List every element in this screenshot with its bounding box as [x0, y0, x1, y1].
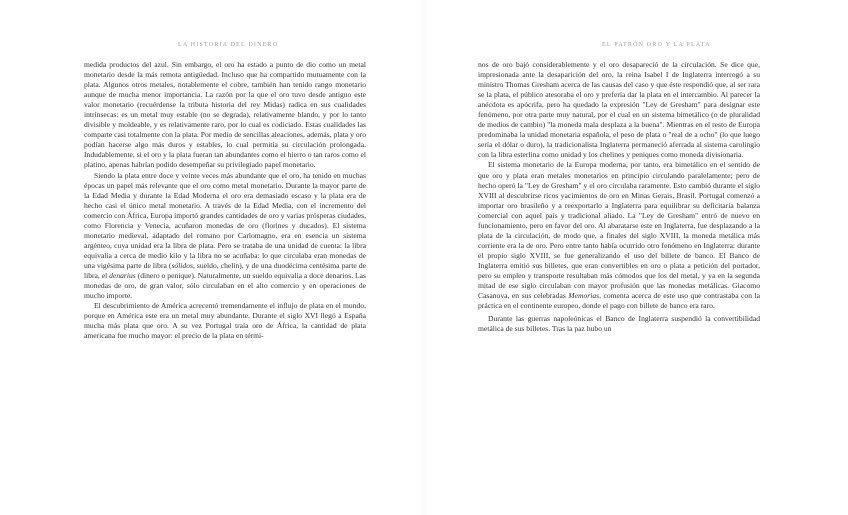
right-p2-italic-memorias: Memorias: [568, 291, 600, 301]
left-p2-text-a: Siendo la plata entre doce y veinte veces más abundante que el oro, ha tenido en muchas épocas un papel más relevante que el oro como metal monetario. Durante la mayor parte de la Edad Media y durante la Edad Moderna el oro era demasiado escaso y la plata era de hecho casi el único metal monetario. A través de la Edad Media, con el incremento del comercio con África, Europa importó grandes cantidades de oro y varias prósperas ciudades, como Florencia y Venecia, acuñaron monedas de oro (florines y ducados). El sistema monetario medieval, adaptado del romano por Carlomagno, era en esencia un sistema argénteo, cuya unidad era la libra de plata. Pero se trataba de una unidad de cuenta: la libra equivalía a cerca de medio kilo y la libra no se acuñaba: lo que circulaba eran monedas de una vigésima parte de libra (: [84, 170, 366, 270]
right-p2-text-b: , comenta acerca de este uso que contrastaba con la práctica en el continente europeo, donde el pago con billete de banco era raro.: [478, 291, 760, 311]
left-text-block: [84, 60, 366, 341]
right-paragraph-3: Durante las guerras napoleónicas el Banco de Inglaterra suspendió la convertibilidad metálica de sus billetes. Tras la paz hubo un: [478, 314, 760, 334]
right-running-head: EL PATRÓN ORO Y LA PLATA: [602, 42, 711, 48]
left-paragraph-1: medida productos del azul. Sin embargo, el oro ha estado a punto de dio como un metal monetario desde la más remota antigüedad. Incluso que ha compartido mutuamente con la plata. Algunos otros metales, notablemente el cobre, también han tenido rango monetario aunque de mucha menor importancia. La razón por la que el oro tuvo desde antiguo este valor monetario (recuérdense la tributa historia del rey Midas) radica en sus cualidades intrínsecas: es un metal muy estable (no se degrada), relativamente blando, y por lo tanto divisible y moldeable, y es relativamente raro, por lo cual es codiciado. Estas cualidades las comparte casi totalmente con la plata. Por medio de sencillas aleaciones, además, plata y oro podían hacerse algo más duros y estables, lo cual permitía su circulación prolongada. Indudablemente, si el oro y la plata fueran tan abundantes como el hierro o tan raros como el platino, apenas habrían podido desempeñar su privilegiado papel monetario.: [84, 60, 366, 170]
left-running-head: LA HISTORIA DEL DINERO: [178, 42, 279, 48]
right-p2-text-a: El sistema monetario de la Europa moderna, por tanto, era bimetálico en el sentido de que oro y plata eran metales monetarios en principio circulando paralelamente; pero de hecho operó la "Ley de Gresham" y el oro circulaba raramente. Esto cambió durante el siglo XVIII al descubrirse ricos yacimientos de oro en Minas Gerais, Brasil. Portugal comenzó a importar oro brasileño y a reexportarlo a Inglaterra para equilibrar su deficitaria balanza comercial con aquel país y tradicional aliado. La "Ley de Gresham" entró de nuevo en funcionamiento, pero en favor del oro. Al abaratarse este en Inglaterra, fue desplazando a la plata de la circulación, de modo que, a finales del siglo XVIII, la moneda metálica más corriente era la de oro. Pero entre tanto había ocurrido otro fenómeno en Inglaterra: durante el propio siglo XVIII, se fue generalizando el uso del billete de banco. El Banco de Inglaterra emitió sus billetes, que eran convertibles en oro o plata a petición del portador, pero su empleo y transporte resultaban más cómodos que los del metal, y ya en la segunda mitad de ese siglo circulaban con mayor profusión que las monedas metálicas. Giacomo Casanova, en sus celebradas: [478, 160, 760, 301]
left-p2-italic-denarius: denarius: [109, 270, 136, 280]
left-p2-italic-solidos: sólidos: [171, 260, 193, 270]
left-p2-text-b: , sueldo, chelín), y de una duodécima centésima parte de libra, el: [84, 260, 366, 280]
left-paragraph-2: [84, 171, 366, 302]
left-p2-text-c: (dinero o penique). Naturalmente, un sueldo equivalía a doce denarios. Las monedas de oro, de gran valor, sólo circulaban en el alto comercio y en operaciones de mucho importe.: [84, 270, 367, 301]
right-paragraph-1: nos de oro bajó considerablemente y el oro desapareció de la circulación. Se dice que, impresionada ante la desaparición del oro, la reina Isabel I de Inglaterra interrogó a su ministro Thomas Gresham acerca de las causas del caso y que éste respondió que, al ser rara se la plata, el público atesoraba el oro y prefería dar la plata en el intercambio. Al parecer la anécdota es apócrifa, pero ha quedado la expresión "Ley de Gresham" para designar este fenómeno, por otra parte muy natural, por el cual en un sistema bimetálico (o de pluralidad de medios de cambio) "la moneda mala desplaza a la buena". Mientras en el resto de Europa predominaba la unidad monetaria española, el peso de plata o "real de a ocho" (lo que luego sería el dólar o duro), la tradicionalista Inglaterra permaneció aferrada al sistema carolingio con la libra esterlina como unidad y los chelines y peniques como moneda divisionaria.: [478, 60, 760, 160]
right-page: [424, 0, 848, 515]
right-text-block: [478, 60, 760, 334]
right-paragraph-2: [478, 160, 760, 311]
left-paragraph-3: El descubrimiento de América acrecentó tremendamente el influjo de plata en el mundo, porque en América este era un metal muy abundante. Durante el siglo XVI llegó a España mucha más plata que oro. A su vez Portugal traía oro de África, la cantidad de plata americana fue mucho mayor: el precio de la plata en térmi-: [84, 301, 366, 341]
